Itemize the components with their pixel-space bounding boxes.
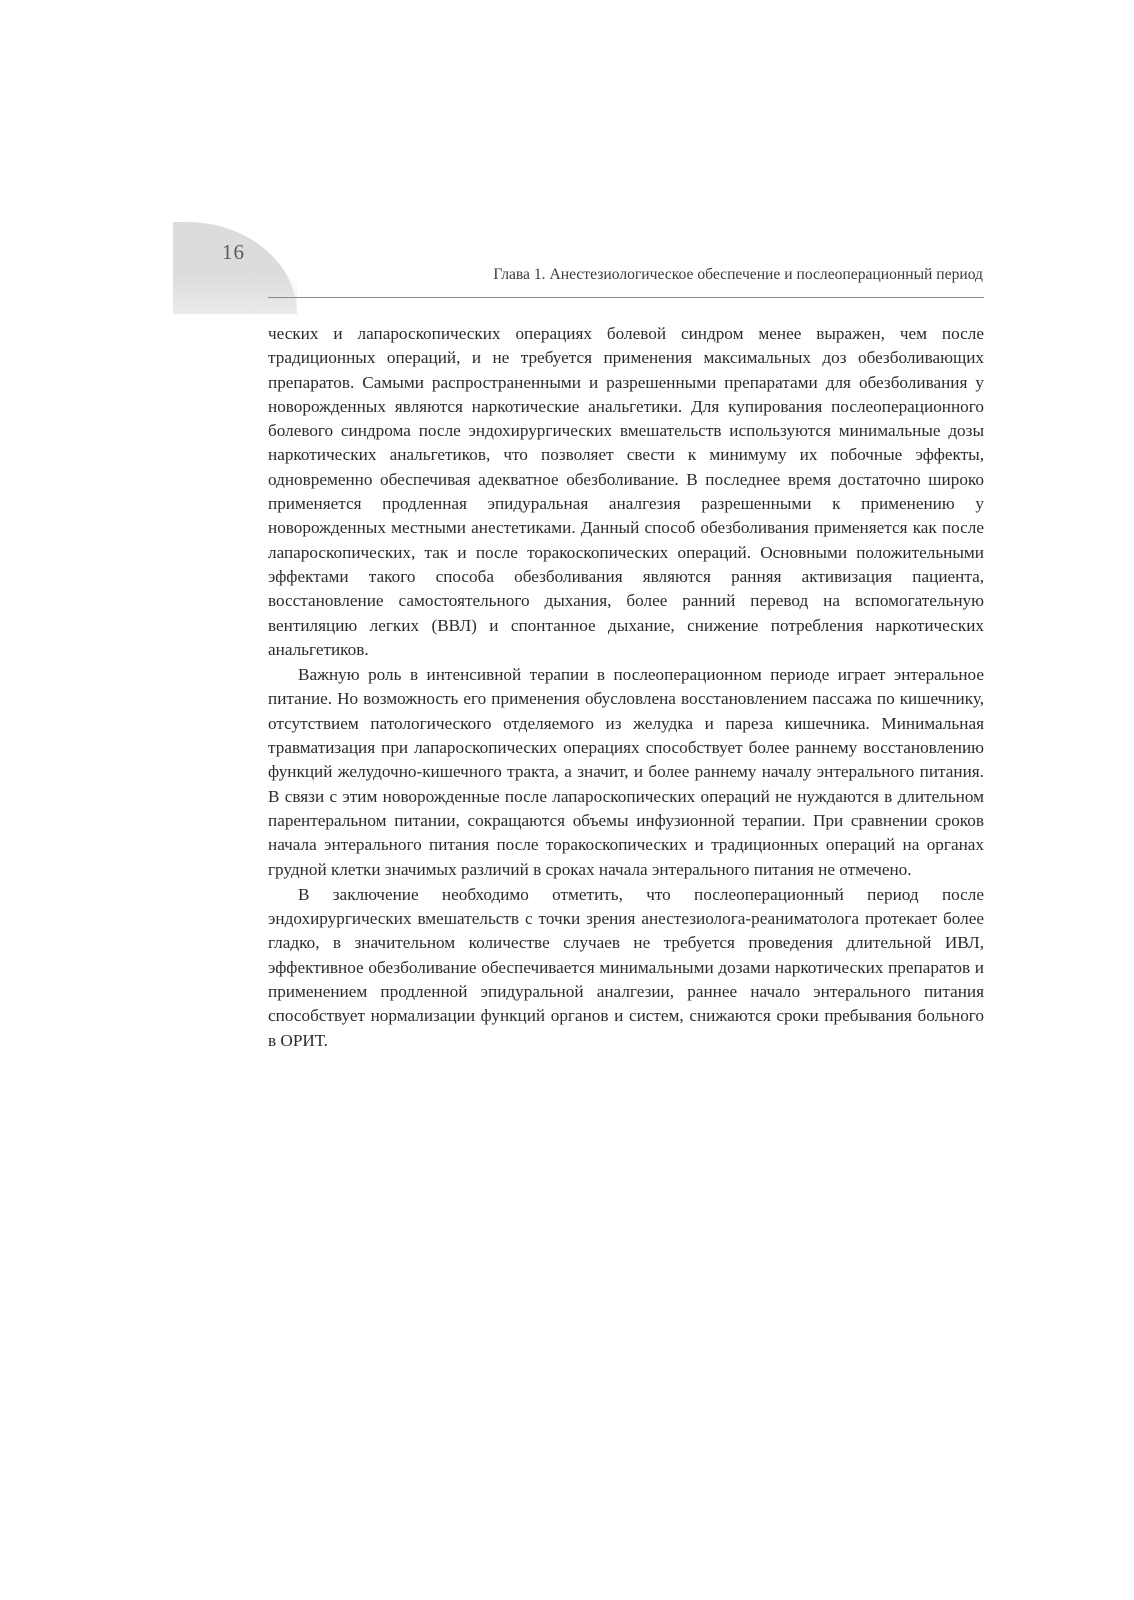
paragraph-3: В заключение необходимо отметить, что послеоперационный период после эндохирургических вмешательств с точки зрения анестезиолога-реаниматолога протекает более гладко, в значительном количестве случаев не требуется проведения длительной ИВЛ, эффективное обезболивание обеспечивается минимальными дозами наркотических препаратов и применением продленной эпидуральной аналгезии, раннее начало энтерального питания способствует нормализации функций органов и систем, снижаются сроки пребывания больного в ОРИТ. bbox=[268, 884, 984, 1050]
header-rule bbox=[268, 297, 984, 298]
paragraph-2: Важную роль в интенсивной терапии в послеоперационном периоде играет энтеральное питание. Но возможность его применения обусловлена восстановлением пассажа по кишечнику, отсутствием патологического отделяемого из желудка и пареза кишечника. Минимальная травматизация при лапароскопических операциях способствует более раннему восстановлению функций желудочно-кишечного тракта, а значит, и более раннему началу энтерального питания. В связи с этим новорожденные после лапароскопических операций не нуждаются в длительном парентеральном питании, сокращаются объемы инфузионной терапии. При сравнении сроков начала энтерального питания после торакоскопических и традиционных операций на органах грудной клетки значимых различий в сроках начала энтерального питания не отмечено. bbox=[268, 665, 984, 879]
paragraph-1: ческих и лапароскопических операциях болевой синдром менее выражен, чем после традиционных операций, и не требуется применения максимальных доз обезболивающих препаратов. Самыми распространенными и разрешенными препаратами для обезболивания у новорожденных являются наркотические анальгетики. Для купирования послеоперационного болевого синдрома после эндохирургических вмешательств используются минимальные дозы наркотических анальгетиков, что позволяет свести к минимуму их побочные эффекты, одновременно обеспечивая адекватное обезболивание. В последнее время достаточно широко применяется продленная эпидуральная аналгезия разрешенными к применению у новорожденных местными анестетиками. Данный способ обезболивания применяется как после лапароскопических, так и после торакоскопических операций. Основными положительными эффектами такого способа обезболивания являются ранняя активизация пациента, восстановление самостоятельного дыхания, более ранний перевод на вспомогательную вентиляцию легких (ВВЛ) и спонтанное дыхание, снижение потребления наркотических анальгетиков. bbox=[268, 324, 984, 659]
running-head: Глава 1. Анестезиологическое обеспечение и послеоперационный период bbox=[493, 266, 983, 283]
page-number: 16 bbox=[222, 240, 245, 264]
page-number-tab bbox=[173, 222, 297, 314]
body-text bbox=[268, 322, 984, 1053]
